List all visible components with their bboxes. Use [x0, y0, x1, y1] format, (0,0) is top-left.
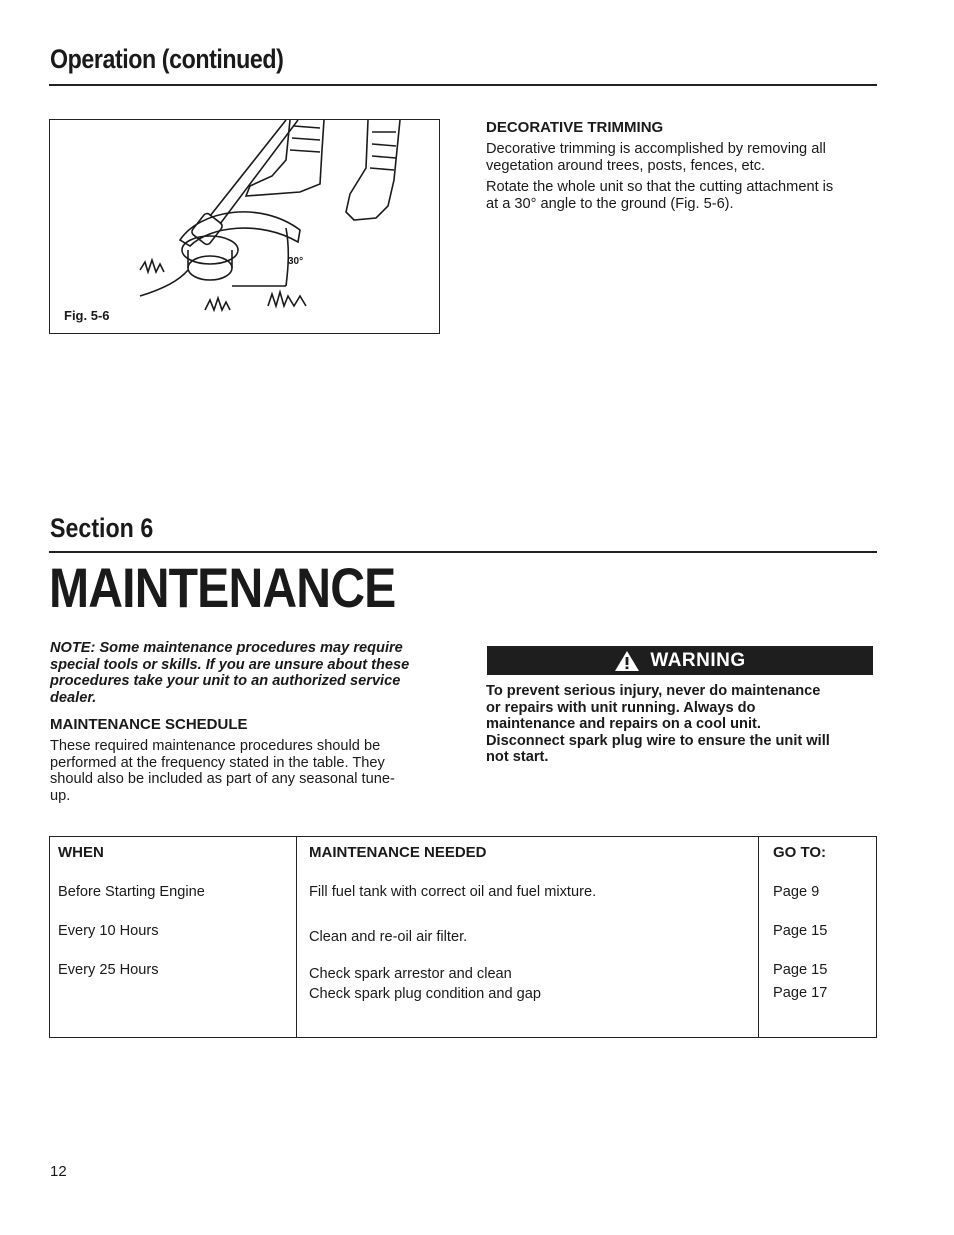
section-title: MAINTENANCE [49, 556, 396, 619]
trimmer-illustration [50, 120, 439, 333]
text-line: Rotate the whole unit so that the cutting attachment is [486, 179, 834, 195]
when-column [50, 837, 297, 1038]
needed-cell: Clean and re-oil air filter. [309, 929, 468, 945]
text-line: maintenance and repairs on a cool unit. [486, 716, 761, 732]
text-line: Decorative trimming is accomplished by removing all [486, 141, 826, 157]
maintenance-schedule-heading: MAINTENANCE SCHEDULE [50, 716, 248, 733]
figure-5-6 [49, 119, 440, 334]
when-cell: Every 10 Hours [58, 923, 159, 939]
page-header-title: Operation (continued) [50, 44, 284, 74]
text-line: special tools or skills. If you are unsure about these [50, 656, 410, 673]
figure-caption: Fig. 5-6 [64, 308, 110, 323]
goto-cell: Page 15 [773, 962, 828, 978]
text-line: up. [50, 787, 71, 804]
text-line: dealer. [50, 689, 97, 706]
text-line: procedures take your unit to an authorized service [50, 673, 401, 689]
column-header-goto: GO TO: [773, 844, 827, 861]
section-rule [49, 551, 877, 553]
text-line: vegetation around trees, posts, fences, etc. [486, 157, 766, 174]
decorative-trimming-heading: DECORATIVE TRIMMING [486, 119, 664, 136]
warning-triangle-icon [614, 650, 640, 672]
needed-cell: Check spark arrestor and clean [309, 966, 512, 982]
maintenance-schedule-text [50, 738, 442, 804]
text-line: These required maintenance procedures should be [50, 738, 381, 754]
decorative-para-1 [486, 141, 826, 174]
needed-cell: Fill fuel tank with correct oil and fuel mixture. [309, 884, 597, 900]
when-cell: Every 25 Hours [58, 962, 159, 978]
warning-text [486, 683, 878, 766]
warning-label: WARNING [650, 649, 746, 671]
maintenance-schedule-table [49, 836, 877, 1038]
needed-cell: Check spark plug condition and gap [309, 986, 542, 1002]
text-line: To prevent serious injury, never do maintenance [486, 683, 821, 699]
column-header-needed: MAINTENANCE NEEDED [309, 844, 487, 861]
text-line: should also be included as part of any seasonal tune- [50, 771, 395, 787]
angle-label: 30° [288, 256, 304, 267]
when-cell: Before Starting Engine [58, 884, 205, 900]
text-line: or repairs with unit running. Always do [486, 699, 756, 716]
goto-cell: Page 9 [773, 884, 820, 900]
maintenance-note [50, 640, 442, 706]
decorative-para-2 [486, 179, 833, 212]
warning-banner [487, 646, 873, 675]
text-line: not start. [486, 749, 549, 765]
text-line: at a 30° angle to the ground (Fig. 5-6). [486, 195, 734, 212]
header-rule [49, 84, 877, 86]
section-label: Section 6 [50, 513, 154, 543]
text-line: NOTE: Some maintenance procedures may require [50, 640, 403, 656]
text-line: performed at the frequency stated in the table. They [50, 754, 385, 771]
goto-cell: Page 15 [773, 923, 828, 939]
column-header-when: WHEN [58, 844, 104, 861]
goto-cell: Page 17 [773, 985, 828, 1001]
needed-column [297, 837, 759, 1038]
goto-column [759, 837, 877, 1038]
page-number: 12 [50, 1163, 67, 1180]
text-line: Disconnect spark plug wire to ensure the unit will [486, 732, 830, 749]
